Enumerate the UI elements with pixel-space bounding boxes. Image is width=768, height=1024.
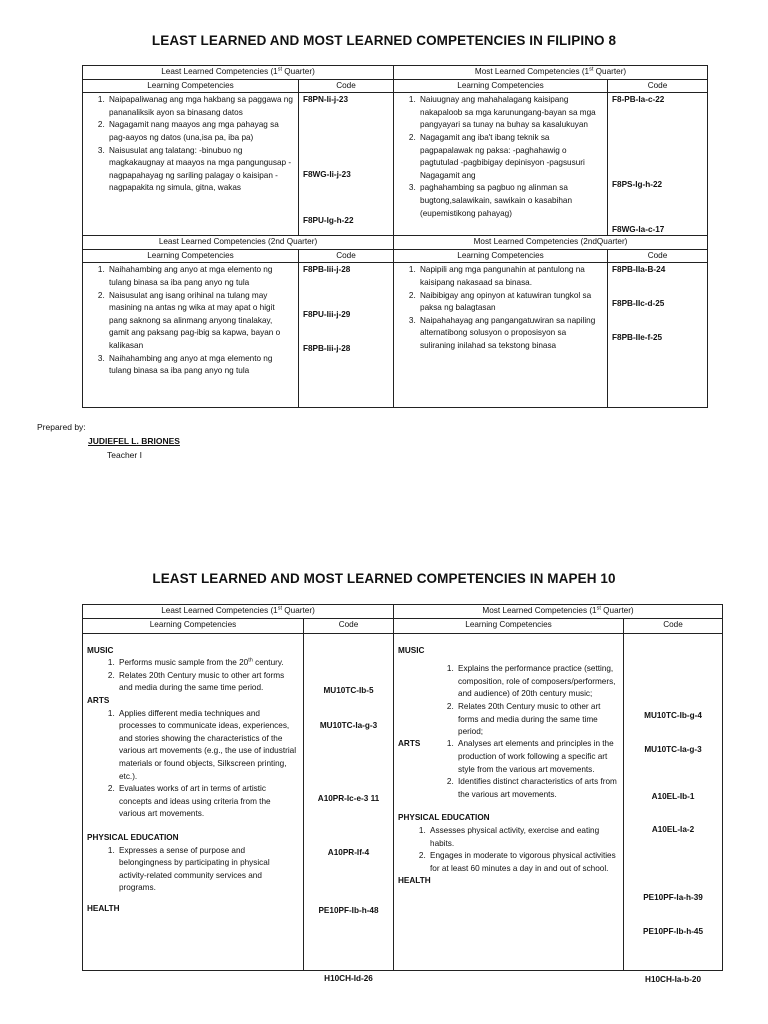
col-learning-competencies: Learning Competencies	[83, 79, 299, 93]
least-header: Least Learned Competencies (1st Quarter)	[83, 605, 394, 619]
prepared-by-label: Prepared by:	[37, 422, 86, 432]
q1-most-codes	[608, 93, 708, 236]
q2-least-header: Least Learned Competencies (2nd Quarter)	[83, 236, 394, 250]
preparer-role: Teacher I	[107, 450, 142, 460]
q2-least-codes	[299, 263, 394, 408]
q2-most-header: Most Learned Competencies (2ndQuarter)	[394, 236, 708, 250]
most-header: Most Learned Competencies (1st Quarter)	[394, 605, 723, 619]
col-learning-competencies: Learning Competencies	[394, 618, 624, 633]
section-heading: ARTS	[87, 695, 110, 705]
code: H10CH-Ia-b-20	[645, 974, 701, 984]
col-learning-competencies: Learning Competencies	[394, 249, 608, 263]
code: F8PB-IIe-f-25	[612, 333, 663, 343]
col-learning-competencies: Learning Competencies	[394, 79, 608, 93]
section-heading: ARTS	[398, 738, 421, 748]
code: F8PU-Iii-j-29	[303, 310, 351, 320]
section-heading: MUSIC	[398, 645, 425, 655]
q1-most-competencies	[394, 93, 608, 236]
code: A10EL-Ia-2	[651, 824, 695, 834]
most-competencies	[394, 633, 624, 970]
col-code: Code	[299, 249, 394, 263]
list-item: 1. Performs music sample from the 20th century.	[117, 657, 299, 670]
list-item: 2. Nagagamit nang maayos ang mga pahayag sa pag-aayos ng datos (una,isa pa, iba pa)	[107, 119, 294, 144]
code: MU10TC-Ia-g-3	[319, 720, 378, 730]
col-learning-competencies: Learning Competencies	[83, 249, 299, 263]
list-item: 1. Expresses a sense of purpose and belongingness by participating in physical activity-related community services and programs.	[117, 845, 299, 895]
q1-least-header: Least Learned Competencies (1st Quarter)	[83, 66, 394, 80]
list-item: 1. Naihahambing ang anyo at mga elemento ng tulang binasa sa iba pang anyo ng tula	[107, 264, 294, 289]
list-item: 1. Applies different media techniques and processes to communicate ideas, experiences, and stories showing the characteristics of the various art movements (e.g., the use of industrial materials or found objects, Silkscreen printing, etc.).	[117, 708, 299, 784]
list-item: 3. Naipahahayag ang pangangatuwiran sa napiling alternatibong solusyon o proposisyon sa suliraning inilahad sa tekstong binasa	[418, 315, 603, 353]
list-item: 1. Napipili ang mga pangunahin at pantulong na kaisipang nakasaad sa binasa.	[418, 264, 603, 289]
section-heading: PHYSICAL EDUCATION	[87, 832, 179, 842]
list-item: 1. Explains the performance practice (setting, composition, role of composers/performers, and audience) of 20th century music;	[456, 663, 619, 701]
code: F8PN-Ii-j-23	[303, 95, 349, 105]
least-codes	[304, 633, 394, 983]
section-heading: HEALTH	[398, 876, 431, 886]
doc2-title: LEAST LEARNED AND MOST LEARNED COMPETENCIES IN MAPEH 10	[152, 571, 616, 586]
code: A10PR-Ic-e-3 11	[317, 793, 380, 803]
q1-least-competencies	[83, 93, 299, 236]
code: A10EL-Ib-1	[651, 791, 695, 801]
preparer-name: JUDIEFEL L. BRIONES	[88, 436, 180, 446]
code: A10PR-If-4	[327, 847, 370, 857]
code: F8PB-Iii-j-28	[303, 344, 351, 354]
list-item: 2. Evaluates works of art in terms of artistic concepts and ideas using criteria from the various art movements.	[117, 783, 299, 821]
col-code: Code	[608, 79, 708, 93]
section-heading: MUSIC	[87, 645, 114, 655]
col-code: Code	[608, 249, 708, 263]
list-item: 1. Naiuugnay ang mahahalagang kaisipang nakapaloob sa mga karunungang-bayan sa mga pangyayari sa tunay na buhay sa kasalukuyan	[418, 94, 603, 132]
q2-most-competencies	[394, 263, 608, 408]
list-item: 2. Nagagamit ang iba't ibang teknik sa pagpapalawak ng paksa: -paghahawig o pagtutulad -pagbibigay depinisyon -pagsusuri Nagagamit ang	[418, 132, 603, 182]
least-competencies	[83, 633, 304, 970]
section-heading: HEALTH	[87, 903, 120, 913]
code: F8WG-Ii-j-23	[303, 170, 351, 180]
most-codes	[624, 633, 723, 984]
q2-most-codes	[608, 263, 708, 408]
code: MU10TC-Ib-g-4	[644, 710, 702, 720]
list-item: 2. Engages in moderate to vigorous physical activities for at least 60 minutes a day in and out of school.	[428, 850, 619, 875]
section-heading: PHYSICAL EDUCATION	[398, 813, 490, 823]
list-item: 2. Relates 20th Century music to other art forms and media during the same time period.	[117, 670, 299, 695]
code: F8PB-Iii-j-28	[303, 265, 351, 275]
list-item: 2. Identifies distinct characteristics of arts from the various art movements.	[456, 776, 619, 801]
list-item: 1. Naipapaliwanag ang mga hakbang sa paggawa ng pananaliksik ayon sa binasang datos	[107, 94, 294, 119]
code: F8WG-Ia-c-17	[612, 225, 665, 235]
col-code: Code	[299, 79, 394, 93]
list-item: 1. Analyses art elements and principles in the production of work following a specific art style from the various art movements.	[456, 738, 619, 776]
list-item: 2. Relates 20th Century music to other art forms and media during the same time period;	[456, 701, 619, 739]
q2-least-competencies	[83, 263, 299, 408]
q1-least-codes	[299, 93, 394, 236]
list-item: 3. paghahambing sa pagbuo ng alinman sa bugtong,salawikain, sawikain o kasabihan (eupemistikong pahayag)	[418, 182, 603, 220]
col-learning-competencies: Learning Competencies	[83, 618, 304, 633]
col-code: Code	[304, 618, 394, 633]
code: F8PS-Ig-h-22	[612, 180, 663, 190]
filipino-competency-table	[82, 65, 708, 408]
list-item: 2. Naisusulat ang isang orihinal na tulang may masining na antas ng wika at may apat o higit pang saknong sa alinmang anyong tinalakay, gamit ang paksang pag-ibig sa kapwa, bayan o kalikasan	[107, 290, 294, 353]
code: PE10PF-Ia-h-39	[643, 892, 703, 902]
list-item: 3. Naisusulat ang talatang: -binubuo ng magkakaugnay at maayos na mga pangungusap - nagpapahayag ng sariling palagay o kaisipan -nagpapakita ng simula, gitna, wakas	[107, 145, 294, 195]
code: H10CH-Id-26	[324, 973, 373, 983]
code: PE10PF-Ib-h-48	[318, 905, 379, 915]
q1-most-header: Most Learned Competencies (1st Quarter)	[394, 66, 708, 80]
code: F8PU-Ig-h-22	[303, 216, 354, 226]
doc1-title: LEAST LEARNED AND MOST LEARNED COMPETENCIES IN FILIPINO 8	[151, 33, 617, 48]
col-code: Code	[624, 618, 723, 633]
list-item: 2. Naibibigay ang opinyon at katuwiran tungkol sa paksa ng balagtasan	[418, 290, 603, 315]
code: MU10TC-Ib-5	[323, 685, 374, 695]
code: F8-PB-Ia-c-22	[612, 95, 665, 105]
mapeh-competency-table	[82, 604, 723, 984]
code: PE10PF-Ib-h-45	[642, 926, 704, 936]
code: F8PB-IIc-d-25	[612, 299, 665, 309]
list-item: 1. Assesses physical activity, exercise and eating habits.	[428, 825, 619, 850]
list-item: 3. Naihahambing ang anyo at mga elemento ng tulang binasa sa iba pang anyo ng tula	[107, 353, 294, 378]
code: MU10TC-Ia-g-3	[644, 744, 702, 754]
code: F8PB-IIa-B-24	[612, 265, 666, 275]
